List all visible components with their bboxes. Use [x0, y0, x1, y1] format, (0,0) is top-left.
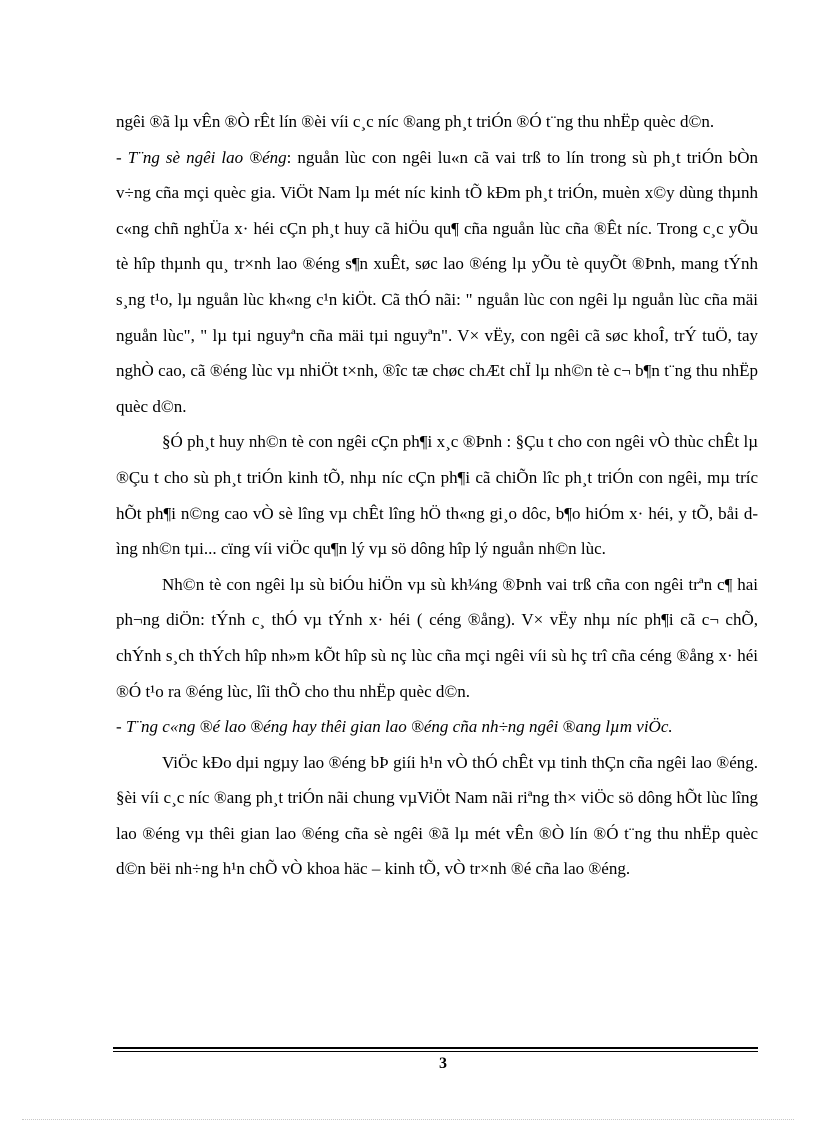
- page-number: 3: [439, 1055, 447, 1072]
- paragraph-1: ngêi ®ã lµ vÊn ®Ò rÊt lín ®èi víi c¸c níc ®ang ph¸t triÓn ®Ó t¨ng thu nhËp quèc d©n.: [116, 112, 715, 131]
- document-body: [116, 104, 758, 887]
- paragraph-6: ViÖc kÐo dµi ngµy lao ®éng bÞ giíi h¹n vÒ thÓ chÊt vµ tinh thÇn cña ngêi lao ®éng. §èi víi c¸c níc ®ang ph¸t triÓn nãi chung vµViÖt Nam nãi riªng th× viÖc sö dông hÕt lùc lîng lao ®éng vµ thêi gian lao ®éng cña sè ngêi ®ã lµ mét vÊn ®Ò lín ®Ó t¨ng thu nhËp quèc d©n bëi nh÷ng h¹n chÕ vÒ khoa häc – kinh tÕ, vÒ tr×nh ®é cña lao ®éng.: [116, 752, 758, 879]
- paragraph-4: Nh©n tè con ngêi lµ sù biÓu hiÖn vµ sù kh¼ng ®Þnh vai trß cña con ngêi trªn c¶ hai ph¬ng diÖn: tÝnh c¸ thÓ vµ tÝnh x· héi ( céng ®ång). V× vËy nhµ níc ph¶i cã c¬ chÕ, chÝnh s¸ch thÝch hîp nh»m kÕt hîp sù nç lùc cña mçi ngêi víi sù hç trî cña céng ®ång x· héi ®Ó t¹o ra ®éng lùc, lîi thÕ cho thu nhËp quèc d©n.: [116, 574, 758, 701]
- footer-rule-thick: [113, 1047, 758, 1049]
- paragraph-lead-italic: - T¨ng sè ngêi lao ®éng: [116, 147, 287, 167]
- paragraph-2: - T¨ng sè ngêi lao ®éng: nguån lùc con ngêi lu«n cã vai trß to lín trong sù ph¸t triÓn bÒn v÷ng cña mçi quèc gia. ViÖt Nam lµ mét níc kinh tÕ kÐm ph¸t triÓn, muèn x©y dùng thµnh c«ng chñ nghÜa x· héi cÇn ph¸t huy cã hiÖu qu¶ cña nguån lùc cña ®Êt níc. Trong c¸c yÕu tè hîp thµnh qu¸ tr×nh lao ®éng s¶n xuÊt, søc lao ®éng lµ yÕu tè quyÕt ®Þnh, mang tÝnh s¸ng t¹o, lµ nguån lùc kh«ng c¹n kiÖt. Cã thÓ nãi: " nguån lùc con ngêi lµ nguån lùc cña mäi nguån lùc", " lµ tµi nguyªn cña mäi tµi nguyªn". V× vËy, con ngêi cã søc khoÎ, trÝ tuÖ, tay nghÒ cao, cã ®éng lùc vµ nhiÖt t×nh, ®îc tæ chøc chÆt chÏ lµ nh©n tè c¬ b¶n t¨ng thu nhËp quèc d©n.: [116, 147, 758, 416]
- paragraph-lead-italic: - T¨ng c«ng ®é lao ®éng hay thêi gian lao ®éng cña nh÷ng ngêi ®ang lµm viÖc.: [116, 717, 673, 737]
- paragraph-3: §Ó ph¸t huy nh©n tè con ngêi cÇn ph¶i x¸c ®Þnh : §Çu t cho con ngêi vÒ thùc chÊt lµ ®Çu t cho sù ph¸t triÓn kinh tÕ, nhµ níc cÇn ph¶i cã chiÕn lîc ph¸t triÓn con ngêi, mµ tríc hÕt ph¶i n©ng cao vÒ sè lîng vµ chÊt lîng hÖ th«ng gi¸o dôc, b¶o hiÓm x· héi, y tÕ, båi dìng nh©n tµi... cïng víi viÖc qu¶n lý vµ sö dông hîp lý nguån nh©n lùc.: [116, 432, 758, 559]
- page-boundary-dotted-line: [22, 1119, 794, 1120]
- paragraph-5: [116, 709, 758, 745]
- footer-rule-thin: [113, 1051, 758, 1052]
